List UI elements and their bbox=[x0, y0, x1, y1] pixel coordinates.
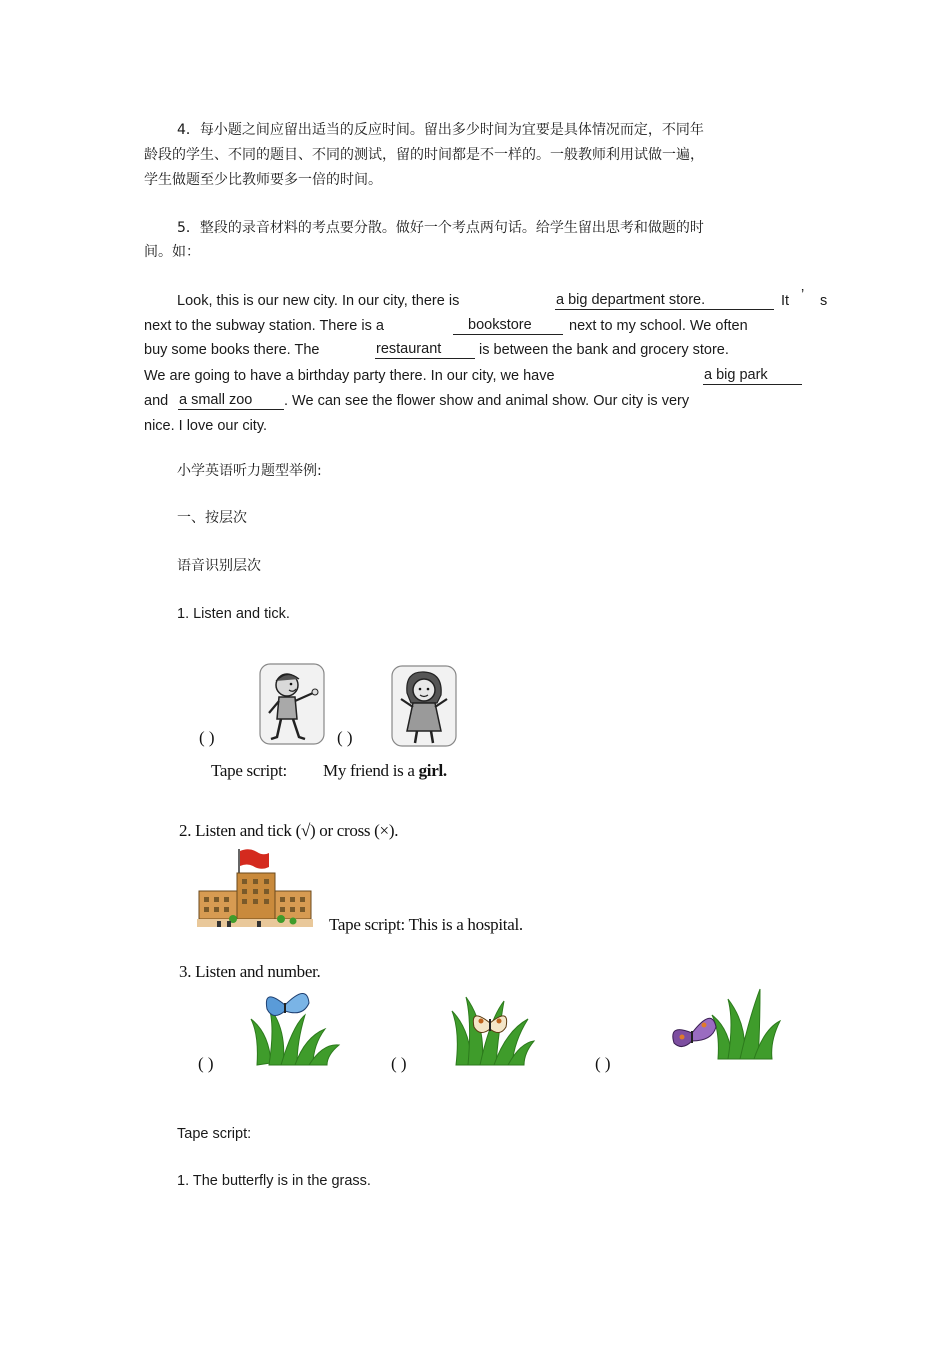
tape-text-plain: My friend is a bbox=[323, 761, 415, 780]
para4-line1: 4．每小题之间应留出适当的反应时间。留出多少时间为宜要是具体情况而定，不同年 bbox=[177, 122, 704, 138]
butterfly-in-grass-picture bbox=[450, 985, 536, 1069]
blank-answer-1: a big department store. bbox=[556, 292, 706, 308]
tape-script-item-1: 1. The butterfly is in the grass. bbox=[177, 1173, 371, 1189]
answer-paren-3a[interactable]: ( ) bbox=[198, 1054, 214, 1073]
passage-line1-start: Look, this is our new city. In our city, there is bbox=[177, 293, 460, 309]
figure3-title: 3. Listen and number. bbox=[179, 962, 321, 981]
butterfly-beside-grass-picture bbox=[668, 985, 784, 1065]
blank-big-park[interactable] bbox=[703, 366, 802, 385]
passage-line4-start: We are going to have a birthday party there. In our city, we have bbox=[144, 368, 555, 384]
blank-restaurant[interactable] bbox=[375, 340, 475, 359]
figure2-title: 2. Listen and tick (√) or cross (×). bbox=[179, 821, 399, 840]
passage-line2-end: next to my school. We often bbox=[569, 318, 748, 334]
blank-answer-5: a small zoo bbox=[179, 392, 253, 408]
butterfly-on-grass-picture bbox=[247, 985, 343, 1069]
blank-answer-3: restaurant bbox=[376, 341, 442, 357]
passage-line5-and: and bbox=[144, 393, 169, 409]
girl-picture bbox=[391, 665, 457, 747]
tape-script-text-2: Tape script: This is a hospital. bbox=[329, 915, 523, 934]
para4-line3: 学生做题至少比教师要多一倍的时间。 bbox=[144, 172, 382, 188]
passage-line3-start: buy some books there. The bbox=[144, 342, 320, 358]
sub-heading: 语音识别层次 bbox=[177, 558, 261, 574]
level-heading: 一、按层次 bbox=[177, 510, 247, 526]
answer-paren-1[interactable]: ( ) bbox=[199, 728, 215, 747]
examples-heading: 小学英语听力题型举例: bbox=[177, 463, 322, 479]
passage-line3-end: is between the bank and grocery store. bbox=[479, 342, 729, 358]
para4-line2: 龄段的学生、不同的题目、不同的测试，留的时间都是不一样的。一般教师利用试做一遍， bbox=[144, 147, 704, 163]
answer-paren-3c[interactable]: ( ) bbox=[595, 1054, 611, 1073]
tape-script-label-1: Tape script: bbox=[211, 761, 287, 780]
para5-line1: 5．整段的录音材料的考点要分散。做好一个考点两句话。给学生留出思考和做题的时 bbox=[177, 220, 704, 236]
passage-line1-it: It bbox=[781, 293, 790, 309]
blank-bookstore[interactable] bbox=[453, 316, 563, 335]
answer-paren-2[interactable]: ( ) bbox=[337, 728, 353, 747]
question-1: 1. Listen and tick. bbox=[177, 606, 290, 622]
tape-script-heading: Tape script: bbox=[177, 1126, 252, 1142]
passage-line6: nice. I love our city. bbox=[144, 418, 268, 434]
blank-department-store[interactable] bbox=[555, 291, 774, 310]
passage-apostrophe: ’ bbox=[801, 287, 805, 303]
passage-line2-start: next to the subway station. There is a bbox=[144, 318, 384, 334]
hospital-picture bbox=[197, 847, 313, 929]
para5-line2: 间。如： bbox=[144, 244, 200, 260]
blank-answer-4: a big park bbox=[704, 367, 768, 383]
blank-small-zoo[interactable] bbox=[178, 391, 284, 410]
passage-line1-s: s bbox=[820, 293, 828, 309]
blank-answer-2: bookstore bbox=[468, 317, 532, 333]
tape-script-text-1 bbox=[323, 761, 447, 781]
passage-line5-end: . We can see the flower show and animal show. Our city is very bbox=[284, 393, 690, 409]
answer-paren-3b[interactable]: ( ) bbox=[391, 1054, 407, 1073]
boy-picture bbox=[259, 663, 325, 745]
tape-text-bold: girl. bbox=[418, 761, 447, 780]
